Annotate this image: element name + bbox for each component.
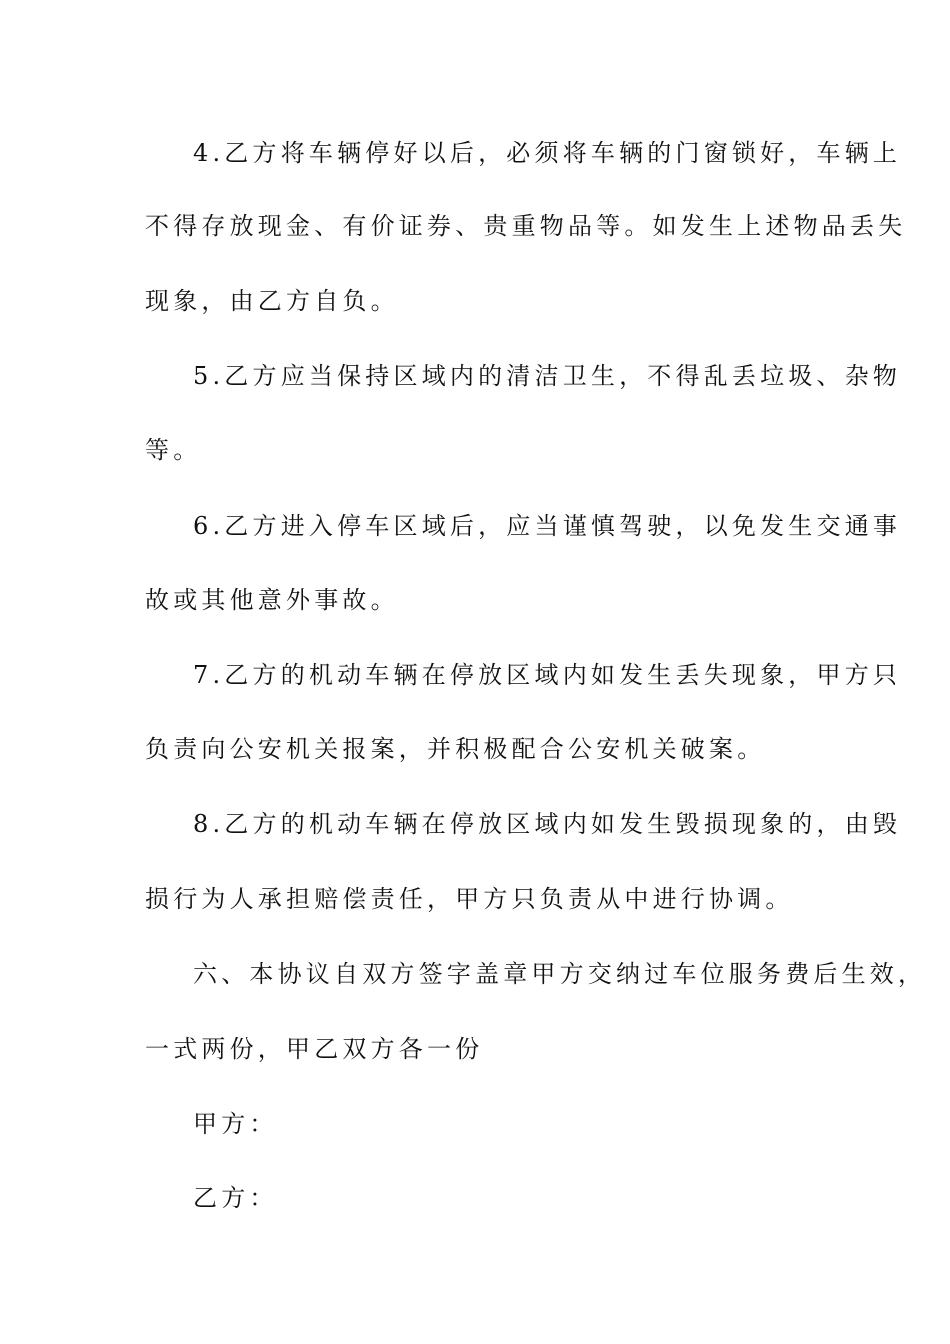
- clause-6-line-1: 6.乙方进入停车区域后，应当谨慎驾驶，以免发生交通事: [193, 512, 902, 540]
- clause-8-line-2: 损行为人承担赔偿责任，甲方只负责从中进行协调。: [145, 885, 794, 913]
- party-a-signature-label: 甲方：: [193, 1110, 278, 1138]
- clause-4-line-1: 4.乙方将车辆停好以后，必须将车辆的门窗锁好，车辆上: [193, 139, 902, 167]
- clause-7-line-1: 7.乙方的机动车辆在停放区域内如发生丢失现象，甲方只: [193, 661, 902, 689]
- party-b-signature-label: 乙方：: [193, 1184, 278, 1212]
- clause-5-line-2: 等。: [145, 436, 202, 464]
- clause-8-line-1: 8.乙方的机动车辆在停放区域内如发生毁损现象的，由毁: [193, 810, 902, 838]
- clause-6-line-2: 故或其他意外事故。: [145, 586, 399, 614]
- clause-4-line-2: 不得存放现金、有价证券、贵重物品等。如发生上述物品丢失: [145, 212, 907, 240]
- clause-4-line-3: 现象，由乙方自负。: [145, 287, 399, 315]
- clause-six-line-2: 一式两份，甲乙双方各一份: [145, 1035, 484, 1063]
- clause-5-line-1: 5.乙方应当保持区域内的清洁卫生，不得乱丢垃圾、杂物: [193, 362, 902, 390]
- clause-six-line-1: 六、本协议自双方签字盖章甲方交纳过车位服务费后生效，: [193, 960, 927, 988]
- clause-7-line-2: 负责向公安机关报案，并积极配合公安机关破案。: [145, 735, 766, 763]
